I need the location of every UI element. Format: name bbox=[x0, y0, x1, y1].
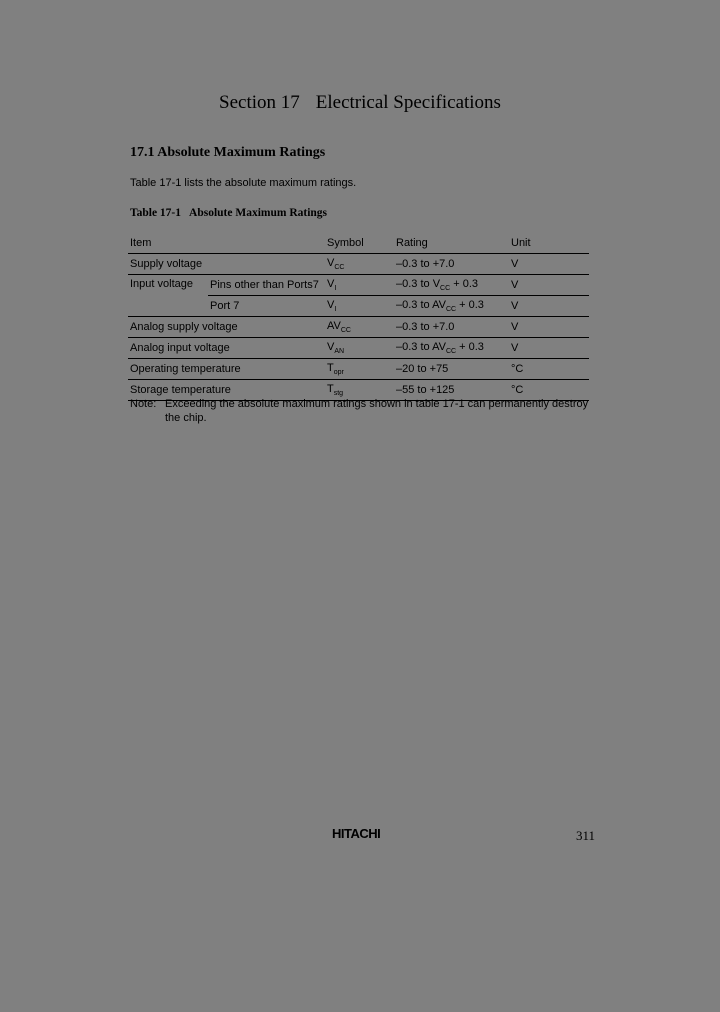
table-caption bbox=[130, 207, 327, 219]
header-item: Item bbox=[128, 233, 325, 254]
section-title bbox=[0, 92, 720, 114]
row-subitem: Port 7 bbox=[208, 296, 325, 317]
intro-text: Table 17-1 lists the absolute maximum ratings. bbox=[130, 177, 357, 189]
row-symbol: $V_I$ bbox=[325, 296, 394, 317]
table-row bbox=[128, 338, 589, 359]
section-name: Electrical Specifications bbox=[315, 92, 501, 113]
row-rating: –0.3 to $V_{CC} + 0.3$ bbox=[394, 275, 509, 296]
row-symbol: $T_{stg}$ bbox=[325, 380, 394, 401]
row-unit: V bbox=[509, 317, 589, 338]
row-rating: –20 to +75 bbox=[394, 359, 509, 380]
row-unit: °C bbox=[509, 359, 589, 380]
row-symbol: $T_{opr}$ bbox=[325, 359, 394, 380]
note-text: Exceeding the absolute maximum ratings shown in table 17-1 can permanently destroy the chip. bbox=[165, 398, 589, 424]
row-item: Analog supply voltage bbox=[128, 317, 325, 338]
row-symbol: $V_I$ bbox=[325, 275, 394, 296]
table-header-row bbox=[128, 233, 589, 254]
row-rating: –0.3 to $AV_{CC} + 0.3$ bbox=[394, 338, 509, 359]
header-symbol: Symbol bbox=[325, 233, 394, 254]
row-unit: V bbox=[509, 338, 589, 359]
row-item: Analog input voltage bbox=[128, 338, 325, 359]
row-symbol: $V_{CC}$ bbox=[325, 254, 394, 275]
table-caption-number: Table 17-1 bbox=[130, 207, 182, 219]
row-unit: V bbox=[509, 254, 589, 275]
row-symbol: $AV_{CC}$ bbox=[325, 317, 394, 338]
header-unit: Unit bbox=[509, 233, 589, 254]
row-item: Storage temperature bbox=[128, 380, 325, 401]
row-unit: °C bbox=[509, 380, 589, 401]
subsection-heading: 17.1 Absolute Maximum Ratings bbox=[130, 145, 326, 160]
table-row bbox=[128, 254, 589, 275]
absolute-max-ratings-table bbox=[128, 233, 589, 401]
section-label: Section 17 bbox=[219, 92, 300, 113]
row-item: Input voltage bbox=[128, 275, 208, 317]
header-rating: Rating bbox=[394, 233, 509, 254]
row-rating: –0.3 to $AV_{CC} + 0.3$ bbox=[394, 296, 509, 317]
table-caption-title: Absolute Maximum Ratings bbox=[189, 207, 328, 219]
row-unit: V bbox=[509, 275, 589, 296]
row-rating: –0.3 to +7.0 bbox=[394, 317, 509, 338]
row-subitem: Pins other than Ports7 bbox=[208, 275, 325, 296]
row-rating: –55 to +125 bbox=[394, 380, 509, 401]
row-unit: V bbox=[509, 296, 589, 317]
row-rating: –0.3 to +7.0 bbox=[394, 254, 509, 275]
table-row bbox=[128, 359, 589, 380]
row-item: Operating temperature bbox=[128, 359, 325, 380]
row-item: Supply voltage bbox=[128, 254, 325, 275]
row-symbol: $V_{AN}$ bbox=[325, 338, 394, 359]
page-number: 311 bbox=[576, 828, 596, 843]
note-label: Note: bbox=[130, 398, 157, 410]
table-row bbox=[128, 317, 589, 338]
brand-logo: HITACHI bbox=[332, 826, 381, 841]
table-row bbox=[128, 275, 589, 296]
